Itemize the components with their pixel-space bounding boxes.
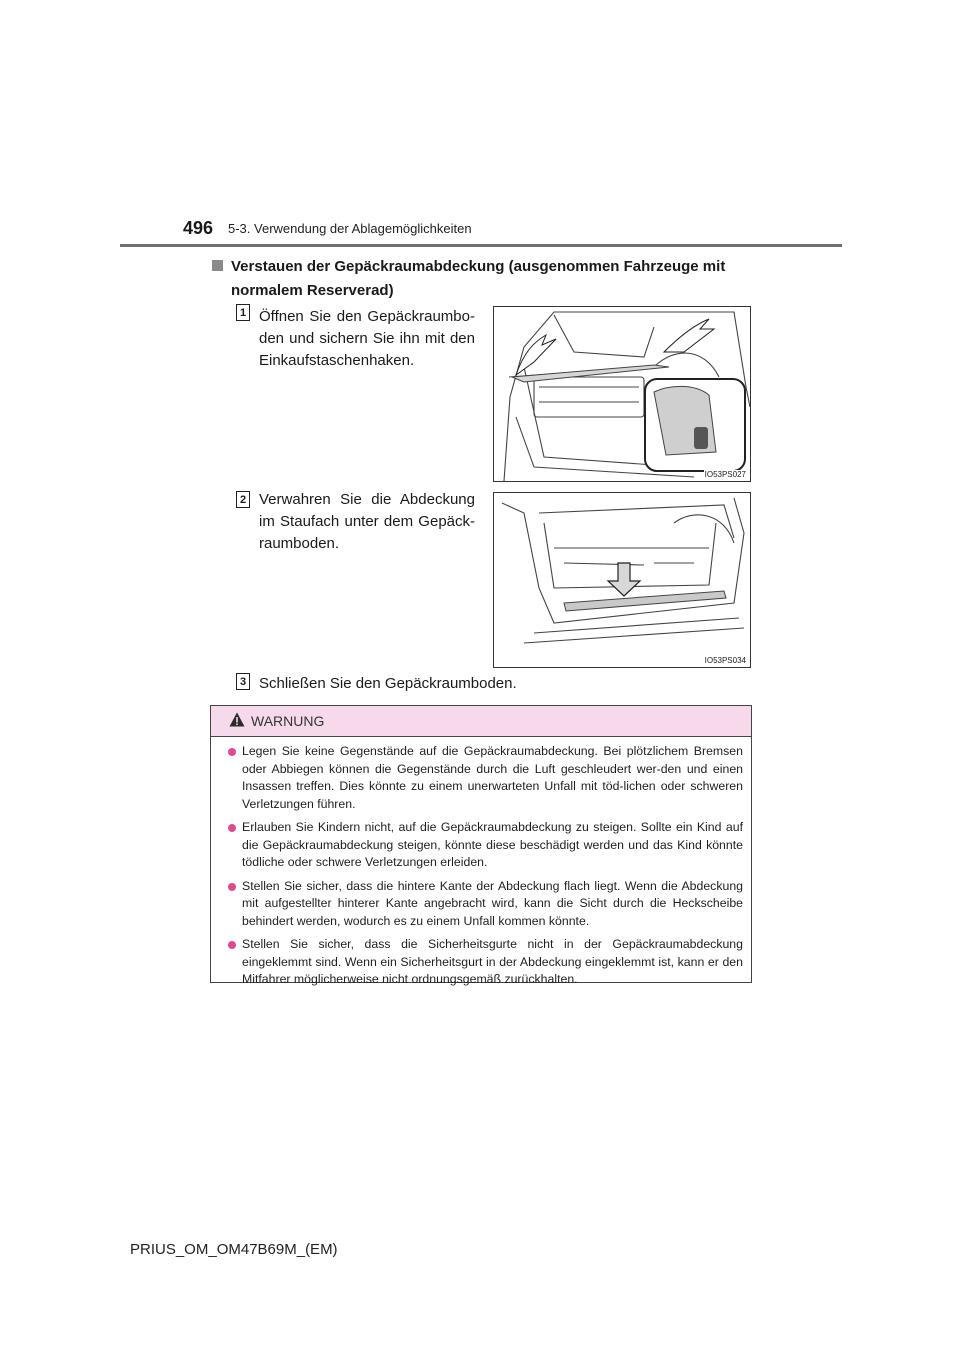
step-1-figure (493, 306, 751, 482)
warning-box (210, 705, 752, 986)
footer-doc-id: PRIUS_OM_OM47B69M_(EM) (130, 1241, 338, 1258)
warning-triangle-icon (229, 712, 245, 727)
step-1-figure-code: IO53PS027 (704, 470, 746, 479)
heading-line-1: Verstauen der Gepäckraumabdeckung (ausgenommen Fahrzeuge mit (231, 258, 726, 275)
warning-item: Erlauben Sie Kindern nicht, auf die Gepäckraumabdeckung zu steigen. Sollte ein Kind auf die Gepäckraumabdeckung steigen, könnte diese beschädigt werden und das Kind könnte tödliche oder schwere Verletzungen erleiden. (211, 819, 751, 872)
warning-item: Legen Sie keine Gegenstände auf die Gepäckraumabdeckung. Bei plötzlichem Bremsen oder Abbiegen können die Gegenstände durch die Luft geschleudert wer-den und einen Insassen treffen. Dies könnte zu einem unerwarteten Unfall mit töd-lichen oder schweren Verletzungen führen. (211, 743, 751, 813)
warning-header (211, 706, 751, 737)
step-2-text: Verwahren Sie die Abdeckung im Staufach unter dem Gepäck-raumboden. (259, 491, 475, 552)
step-1-text: Öffnen Sie den Gepäckraumbo-den und sichern Sie ihn mit den Einkaufstaschenhaken. (259, 308, 475, 369)
bullet-icon (228, 883, 236, 891)
heading-square-icon (212, 260, 223, 271)
warning-item: Stellen Sie sicher, dass die hintere Kante der Abdeckung flach liegt. Wenn die Abdeckung mit aufgestellter hinterer Kante angebracht wird, kann die Sicht durch die Heckscheibe behindert werden, wodurch es zu einem Unfall kommen könnte. (211, 878, 751, 931)
step-3-badge: 3 (236, 673, 250, 690)
bullet-icon (228, 941, 236, 949)
warning-item: Stellen Sie sicher, dass die Sicherheitsgurte nicht in der Gepäckraumabdeckung eingeklemmt sind. Wenn ein Sicherheitsgurt in der Abdeckung eingeklemmt ist, kann er den Mitfahrer möglicherweise nicht ordnungsgemäß zurückhalten. (211, 936, 751, 989)
bullet-icon (228, 748, 236, 756)
step-1-badge: 1 (236, 304, 250, 321)
header-rule (120, 244, 842, 247)
warning-list (211, 743, 751, 995)
page-number: 496 (183, 218, 214, 238)
step-2-figure (493, 492, 751, 668)
heading-line-2: normalem Reserverad) (231, 282, 394, 299)
step-2-figure-code: IO53PS034 (704, 656, 746, 665)
section-title: 5-3. Verwendung der Ablagemöglichkeiten (228, 221, 472, 236)
trunk-floor-illustration (494, 493, 750, 667)
bullet-icon (228, 824, 236, 832)
step-3-text: Schließen Sie den Gepäckraumboden. (259, 675, 517, 692)
trunk-open-illustration (494, 307, 750, 481)
warning-title: WARNUNG (251, 713, 325, 729)
section-heading (212, 255, 752, 303)
step-2-badge: 2 (236, 491, 250, 508)
